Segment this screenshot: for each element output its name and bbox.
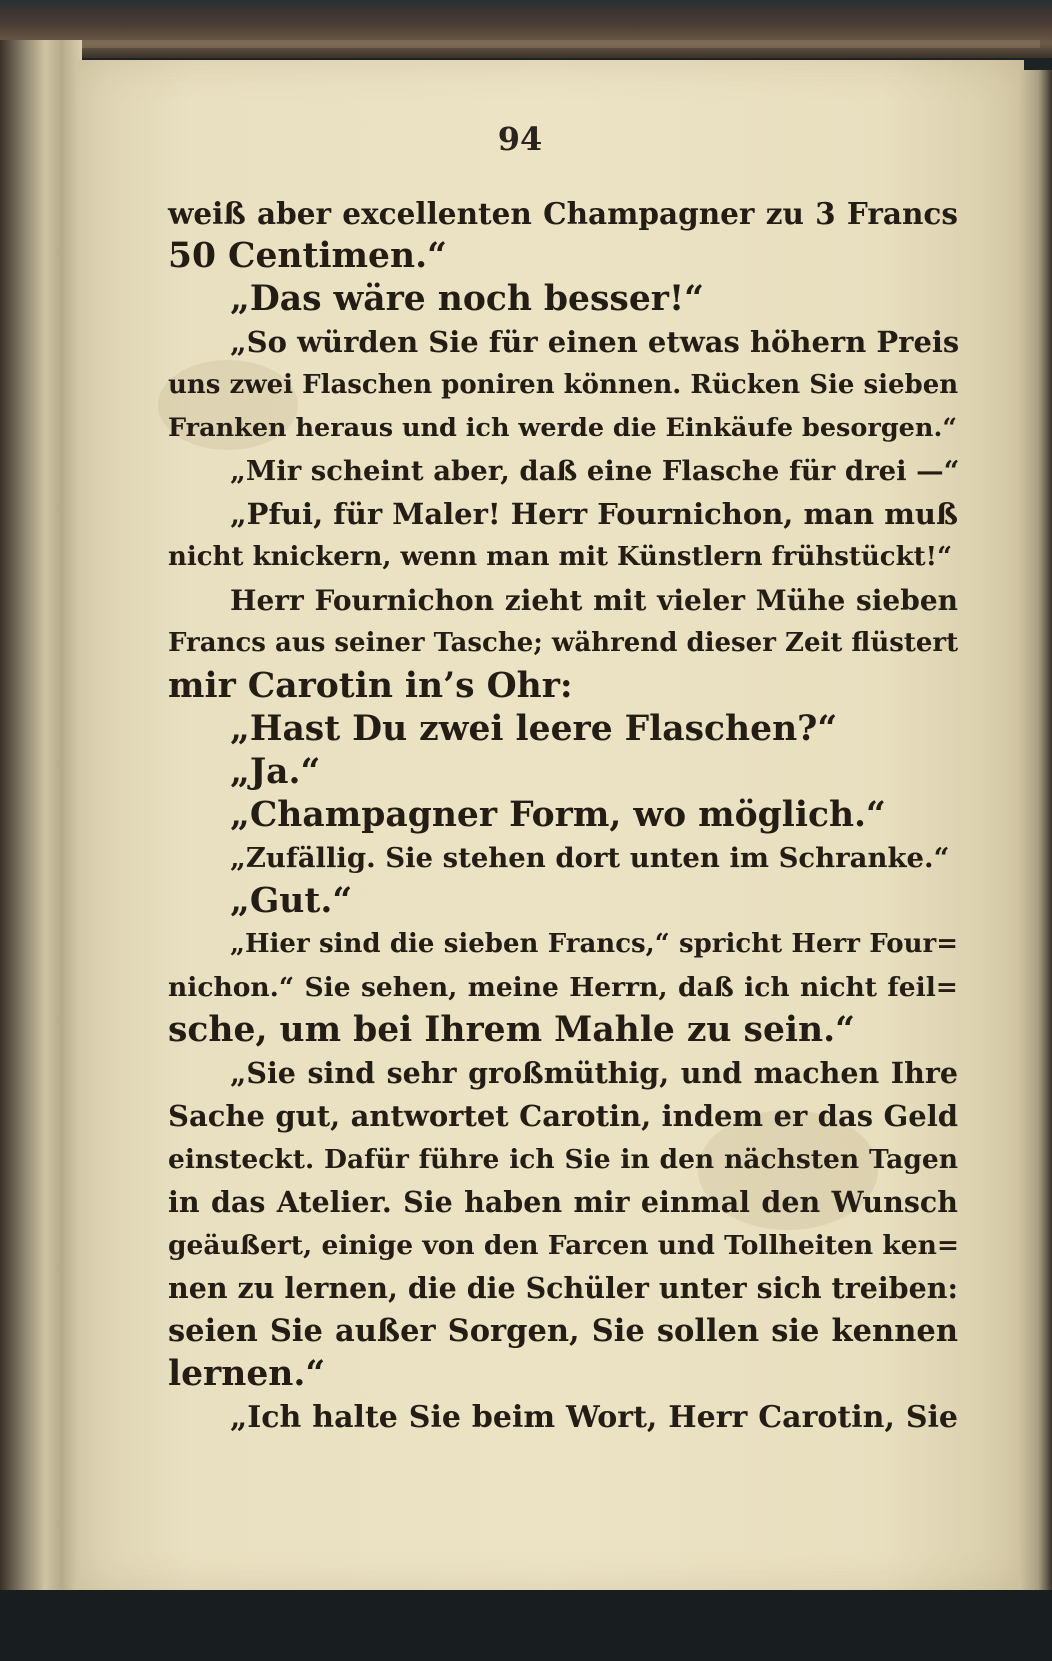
text-line: 50 Centimen.“ [168,236,447,276]
text-line: Herr Fournichon zieht mit vieler Mühe sieben [230,584,958,617]
text-line: nichon.“ Sie sehen, meine Herrn, daß ich nicht feil= [168,972,958,1003]
text-line: „So würden Sie für einen etwas höhern Preis [230,325,960,359]
page-number: 94 [497,120,543,158]
text-line: Franken heraus und ich werde die Einkäufe besorgen.“ [168,413,957,443]
text-line: „Gut.“ [230,881,353,921]
text-line: Francs aus seiner Tasche; während dieser Zeit flüstert [168,628,959,658]
text-line: mir Carotin in’s Ohr: [168,666,573,706]
text-line: uns zwei Flaschen poniren können. Rücken Sie sieben [168,370,959,400]
book-spine-strip [40,40,1040,48]
text-line: „Hier sind die sieben Francs,“ spricht Herr Four= [230,929,958,959]
text-line: „Sie sind sehr großmüthig, und machen Ihre [230,1056,958,1090]
text-line: „Ich halte Sie beim Wort, Herr Carotin, Sie [230,1400,958,1435]
text-line: lernen.“ [168,1354,326,1394]
text-line: nicht knickern, wenn man mit Künstlern frühstückt!“ [168,542,953,572]
page-right-edge [1018,70,1052,1590]
text-line: in das Atelier. Sie haben mir einmal den Wunsch [168,1185,958,1219]
text-line: „Zufällig. Sie stehen dort unten im Schranke.“ [230,842,950,874]
text-line: seien Sie außer Sorgen, Sie sollen sie kennen [168,1313,958,1349]
body-text [168,192,958,1439]
text-line: geäußert, einige von den Farcen und Tollheiten ken= [168,1230,960,1261]
text-line: „Das wäre noch besser!“ [230,279,704,319]
text-line: einsteckt. Dafür führe ich Sie in den nächsten Tagen [168,1144,958,1175]
text-line: Sache gut, antwortet Carotin, indem er das Geld [168,1099,958,1133]
scan-background [0,1590,1052,1661]
book-top-edge [0,0,1052,58]
text-line: „Champagner Form, wo möglich.“ [230,795,886,835]
text-line: „Ja.“ [230,752,321,792]
text-line: weiß aber excellenten Champagner zu 3 Francs [168,196,958,231]
text-line: sche, um bei Ihrem Mahle zu sein.“ [168,1010,855,1050]
text-line: „Pfui, für Maler! Herr Fournichon, man muß [230,497,958,531]
text-line: „Mir scheint aber, daß eine Flasche für drei —“ [230,455,960,487]
text-line: nen zu lernen, die die Schüler unter sich treiben: [168,1271,958,1305]
text-line: „Hast Du zwei leere Flaschen?“ [230,709,838,749]
page-stack-edge [0,40,82,1600]
